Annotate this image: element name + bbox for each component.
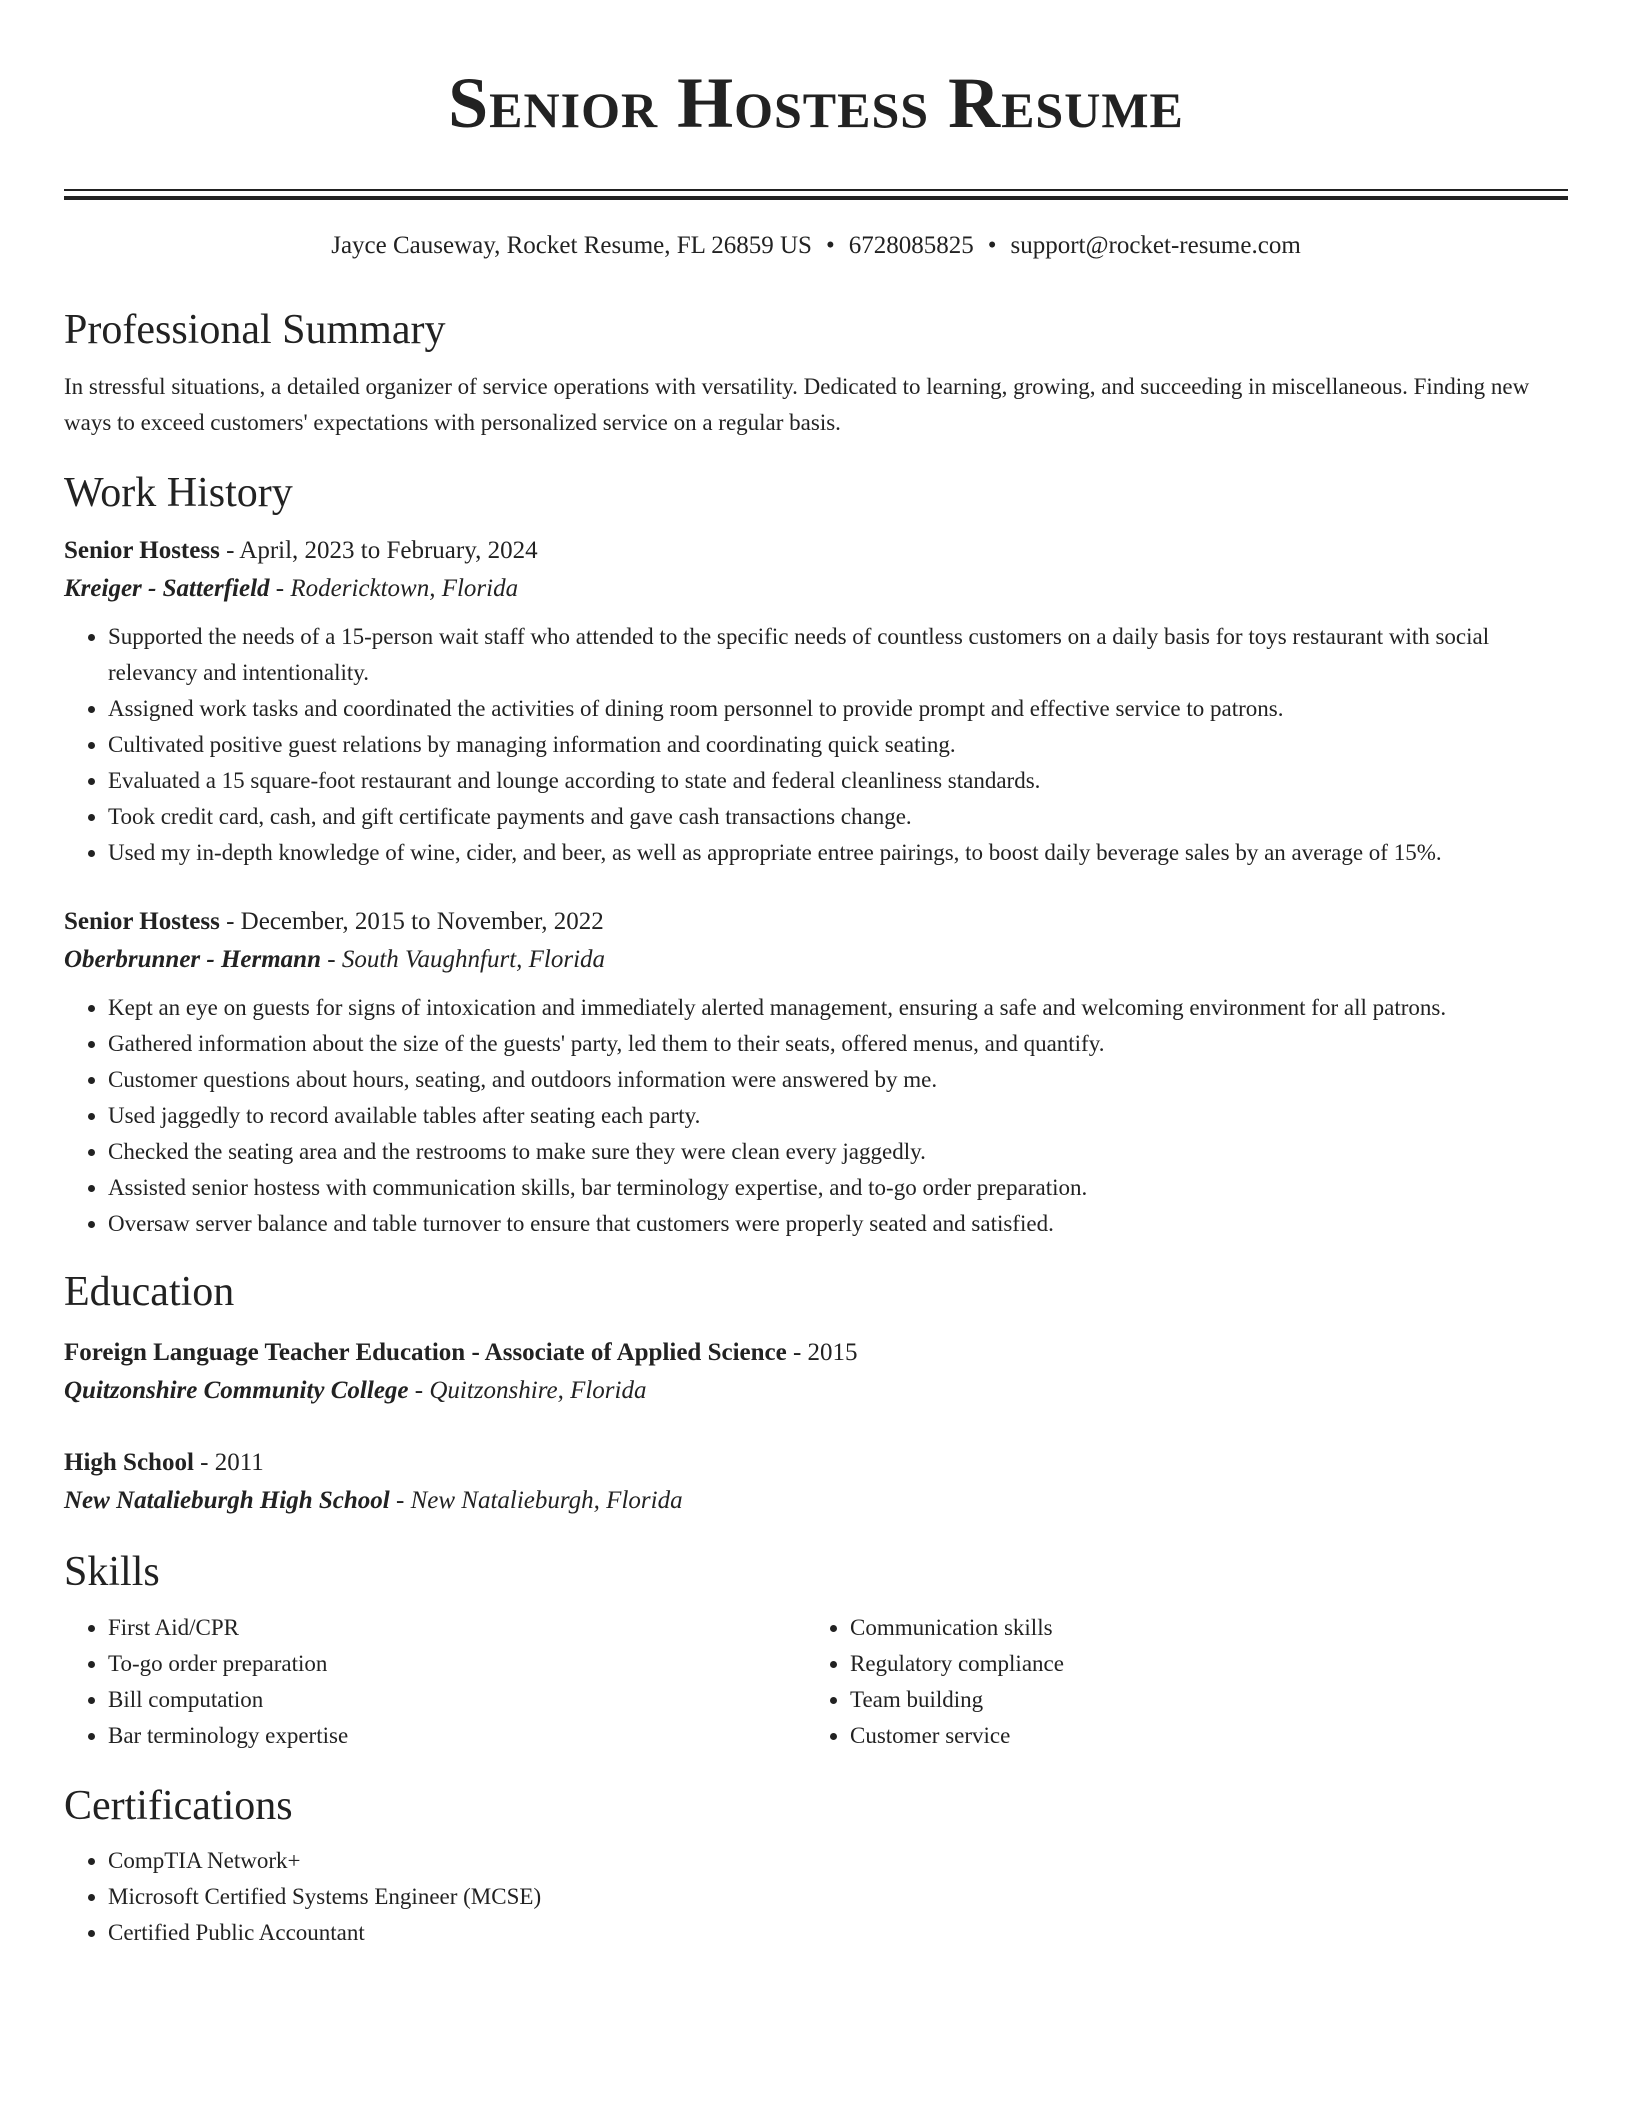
list-item: • Microsoft Certified Systems Engineer (MCSE) <box>108 1879 1568 1915</box>
summary-text: In stressful situations, a detailed organizer of service operations with versatility. Dedicated to learning, growing, and succeeding in miscellaneous. Finding new ways to exceed customers' expectations with personalized service on a regular basis. <box>64 374 1530 435</box>
work-history-heading: Work History <box>64 470 293 516</box>
education-heading: Education <box>64 1269 235 1315</box>
education-year: - 2011 <box>193 1449 264 1476</box>
job-title: Senior Hostess <box>64 908 220 935</box>
education-degree-line <box>64 1334 1568 1372</box>
title-divider-top <box>64 189 1568 191</box>
job-entry <box>64 532 1568 871</box>
job-title-line <box>64 903 1568 941</box>
education-degree: Foreign Language Teacher Education - Associate of Applied Science <box>64 1339 787 1366</box>
summary-heading: Professional Summary <box>64 307 446 353</box>
list-item: • Used jaggedly to record available tables after seating each party. <box>108 1098 1568 1134</box>
education-school-line <box>64 1482 1568 1520</box>
contact-info <box>64 230 1568 262</box>
list-item: • Assigned work tasks and coordinated the activities of dining room personnel to provide prompt and effective service to patrons. <box>108 691 1568 727</box>
skills-heading: Skills <box>64 1549 160 1595</box>
list-item: • Customer service <box>850 1718 1548 1754</box>
list-item: • Team building <box>850 1682 1548 1718</box>
list-item: • To-go order preparation <box>108 1646 806 1682</box>
education-location: - New Natalieburgh, Florida <box>389 1487 683 1514</box>
job-duties-list <box>64 619 1568 871</box>
list-item: • Bar terminology expertise <box>108 1718 806 1754</box>
list-item: • CompTIA Network+ <box>108 1843 1568 1879</box>
education-school-line <box>64 1372 1568 1410</box>
job-location: - Rodericktown, Florida <box>269 575 519 602</box>
education-entry <box>64 1444 1568 1520</box>
list-item: • Assisted senior hostess with communication skills, bar terminology expertise, and to-go order preparation. <box>108 1170 1568 1206</box>
list-item: • Checked the seating area and the restrooms to make sure they were clean every jaggedly. <box>108 1134 1568 1170</box>
education-entry <box>64 1334 1568 1410</box>
certifications-heading: Certifications <box>64 1783 293 1829</box>
contact-separator: • <box>825 232 835 259</box>
list-item: • Evaluated a 15 square-foot restaurant and lounge according to state and federal cleanliness standards. <box>108 763 1568 799</box>
skills-list-right <box>806 1610 1548 1754</box>
education-degree: High School <box>64 1449 194 1476</box>
list-item: • Kept an eye on guests for signs of intoxication and immediately alerted management, ensuring a safe and welcoming environment for all patrons. <box>108 990 1568 1026</box>
contact-address: Jayce Causeway, Rocket Resume, FL 26859 US <box>331 232 812 259</box>
job-employer-line <box>64 570 1568 608</box>
job-employer-line <box>64 941 1568 979</box>
list-item: • Bill computation <box>108 1682 806 1718</box>
list-item: • Used my in-depth knowledge of wine, cider, and beer, as well as appropriate entree pairings, to boost daily beverage sales by an average of 15%. <box>108 835 1568 871</box>
job-entry <box>64 903 1568 1242</box>
skills-columns <box>64 1610 1568 1754</box>
title-divider-bottom <box>64 196 1568 200</box>
education-degree-line <box>64 1444 1568 1482</box>
job-title: Senior Hostess <box>64 537 220 564</box>
job-dates: - April, 2023 to February, 2024 <box>219 537 538 564</box>
list-item: • Customer questions about hours, seating, and outdoors information were answered by me. <box>108 1062 1568 1098</box>
skills-list-left <box>64 1610 806 1754</box>
list-item: • Took credit card, cash, and gift certificate payments and gave cash transactions change. <box>108 799 1568 835</box>
education-year: - 2015 <box>786 1339 858 1366</box>
job-duties-list <box>64 990 1568 1242</box>
job-dates: - December, 2015 to November, 2022 <box>219 908 604 935</box>
list-item: • Communication skills <box>850 1610 1548 1646</box>
list-item: • Regulatory compliance <box>850 1646 1548 1682</box>
list-item: • Cultivated positive guest relations by managing information and coordinating quick seating. <box>108 727 1568 763</box>
job-employer: Oberbrunner - Hermann <box>64 946 321 973</box>
education-location: - Quitzonshire, Florida <box>408 1377 647 1404</box>
job-title-line <box>64 532 1568 570</box>
list-item: • Gathered information about the size of the guests' party, led them to their seats, offered menus, and quantify. <box>108 1026 1568 1062</box>
education-school: New Natalieburgh High School <box>64 1487 390 1514</box>
contact-separator: • <box>987 232 997 259</box>
job-location: - South Vaughnfurt, Florida <box>321 946 606 973</box>
list-item: • Supported the needs of a 15-person wait staff who attended to the specific needs of countless customers on a daily basis for toys restaurant with social relevancy and intentionality. <box>108 619 1568 691</box>
list-item: • Certified Public Accountant <box>108 1915 1568 1951</box>
contact-email: support@rocket-resume.com <box>1010 232 1301 259</box>
list-item: • Oversaw server balance and table turnover to ensure that customers were properly seated and satisfied. <box>108 1206 1568 1242</box>
education-school: Quitzonshire Community College <box>64 1377 409 1404</box>
certifications-list <box>64 1843 1568 1951</box>
contact-phone: 6728085825 <box>848 232 974 259</box>
page-title: Senior Hostess Resume <box>448 63 1184 143</box>
job-employer: Kreiger - Satterfield <box>64 575 270 602</box>
list-item: • First Aid/CPR <box>108 1610 806 1646</box>
